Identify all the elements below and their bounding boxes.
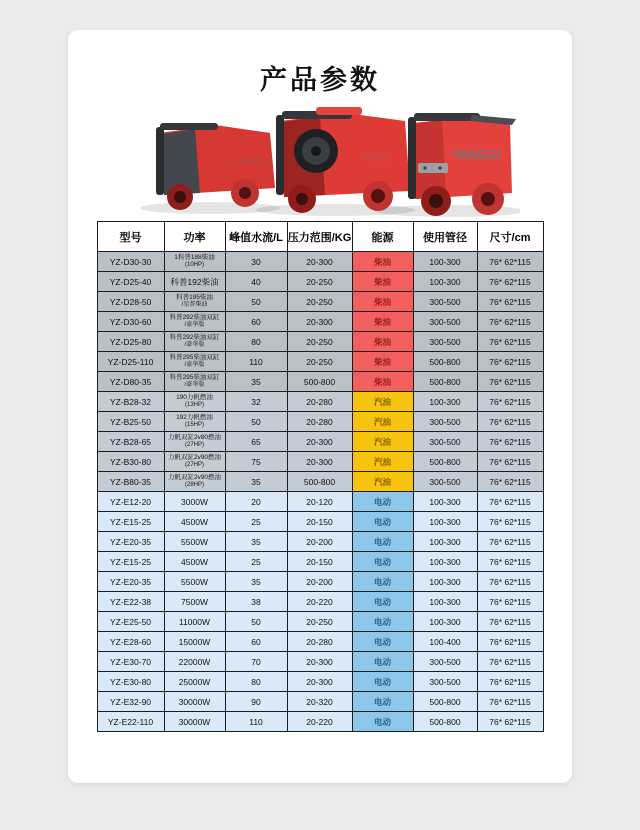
cell-power: 力帆双缸2v90燃油 (28HP)	[164, 472, 225, 492]
cell-energy: 电动	[352, 552, 413, 572]
table-row	[97, 472, 543, 492]
cell-flow: 25	[225, 512, 287, 532]
cell-model: YZ-B80-35	[97, 472, 164, 492]
cell-pipe: 100-300	[413, 552, 477, 572]
cell-energy: 电动	[352, 572, 413, 592]
cell-size: 76* 62*115	[477, 472, 543, 492]
cell-model: YZ-E15-25	[97, 552, 164, 572]
cell-pipe: 500-800	[413, 712, 477, 732]
cell-flow: 75	[225, 452, 287, 472]
table-row	[97, 492, 543, 512]
cell-power: 科普192柴油	[164, 272, 225, 292]
cell-flow: 50	[225, 292, 287, 312]
cell-pipe: 300-500	[413, 292, 477, 312]
cell-power: 科普195柴油 /星普柴油	[164, 292, 225, 312]
cell-size: 76* 62*115	[477, 492, 543, 512]
cell-pipe: 500-800	[413, 352, 477, 372]
cell-flow: 35	[225, 572, 287, 592]
cell-model: YZ-E30-70	[97, 652, 164, 672]
table-row	[97, 252, 543, 272]
cell-pipe: 100-300	[413, 492, 477, 512]
cell-power: 科普295柴油双缸 /豪华版	[164, 372, 225, 392]
cell-flow: 32	[225, 392, 287, 412]
table-row	[97, 272, 543, 292]
product-image	[68, 99, 572, 217]
cell-size: 76* 62*115	[477, 532, 543, 552]
cell-pipe: 300-500	[413, 652, 477, 672]
table-row	[97, 592, 543, 612]
cell-power: 11000W	[164, 612, 225, 632]
cell-pipe: 100-300	[413, 612, 477, 632]
cell-pipe: 500-800	[413, 372, 477, 392]
cell-power: 科普295柴油双缸 /豪华版	[164, 352, 225, 372]
cell-pipe: 100-300	[413, 252, 477, 272]
cell-flow: 80	[225, 672, 287, 692]
cell-pressure: 20-250	[287, 292, 352, 312]
table-row	[97, 452, 543, 472]
cell-power: 科普292柴油双缸 /豪华版	[164, 312, 225, 332]
cell-energy: 柴油	[352, 272, 413, 292]
cell-size: 76* 62*115	[477, 332, 543, 352]
machine-right	[408, 113, 516, 216]
cell-model: YZ-D25-40	[97, 272, 164, 292]
pressure-washer-illustration	[120, 103, 520, 217]
cell-size: 76* 62*115	[477, 512, 543, 532]
cell-energy: 汽油	[352, 472, 413, 492]
cell-pipe: 100-300	[413, 532, 477, 552]
cell-size: 76* 62*115	[477, 392, 543, 412]
cell-pipe: 100-300	[413, 572, 477, 592]
cell-size: 76* 62*115	[477, 692, 543, 712]
cell-size: 76* 62*115	[477, 272, 543, 292]
cell-pressure: 20-300	[287, 432, 352, 452]
cell-pressure: 20-220	[287, 592, 352, 612]
table-row	[97, 332, 543, 352]
cell-pressure: 20-300	[287, 252, 352, 272]
cell-model: YZ-E32-90	[97, 692, 164, 712]
cell-size: 76* 62*115	[477, 672, 543, 692]
cell-pressure: 20-220	[287, 712, 352, 732]
cell-power: 7500W	[164, 592, 225, 612]
col-header-energy: 能源	[352, 222, 413, 252]
cell-pipe: 300-500	[413, 432, 477, 452]
cell-energy: 汽油	[352, 392, 413, 412]
cell-pressure: 20-250	[287, 352, 352, 372]
cell-pressure: 500-800	[287, 472, 352, 492]
cell-energy: 电动	[352, 672, 413, 692]
cell-pressure: 20-250	[287, 272, 352, 292]
cell-pressure: 20-300	[287, 672, 352, 692]
table-header-row	[97, 222, 543, 252]
cell-pressure: 20-280	[287, 632, 352, 652]
cell-size: 76* 62*115	[477, 612, 543, 632]
table-row	[97, 672, 543, 692]
cell-flow: 110	[225, 352, 287, 372]
table-row	[97, 372, 543, 392]
machine-middle	[276, 107, 410, 213]
cell-size: 76* 62*115	[477, 452, 543, 472]
cell-energy: 电动	[352, 612, 413, 632]
cell-size: 76* 62*115	[477, 352, 543, 372]
cell-size: 76* 62*115	[477, 552, 543, 572]
table-row	[97, 512, 543, 532]
cell-model: YZ-E20-35	[97, 532, 164, 552]
cell-model: YZ-E22-38	[97, 592, 164, 612]
cell-flow: 35	[225, 372, 287, 392]
cell-power: 1科普188柴油 (10HP)	[164, 252, 225, 272]
cell-model: YZ-E20-35	[97, 572, 164, 592]
col-header-pressure: 压力范围/KG	[287, 222, 352, 252]
cell-size: 76* 62*115	[477, 252, 543, 272]
cell-power: 15000W	[164, 632, 225, 652]
cell-model: YZ-E25-50	[97, 612, 164, 632]
cell-pipe: 300-500	[413, 312, 477, 332]
cell-energy: 电动	[352, 532, 413, 552]
product-spec-table	[97, 221, 544, 732]
cell-flow: 50	[225, 612, 287, 632]
cell-model: YZ-B30-80	[97, 452, 164, 472]
table-row	[97, 552, 543, 572]
table-row	[97, 652, 543, 672]
table-row	[97, 712, 543, 732]
cell-pipe: 300-500	[413, 412, 477, 432]
table-row	[97, 632, 543, 652]
cell-energy: 电动	[352, 692, 413, 712]
product-spec-card	[68, 30, 572, 783]
page-title: 产品参数	[260, 65, 380, 95]
cell-pressure: 20-250	[287, 612, 352, 632]
cell-flow: 50	[225, 412, 287, 432]
cell-energy: 电动	[352, 652, 413, 672]
cell-pressure: 20-120	[287, 492, 352, 512]
cell-energy: 电动	[352, 712, 413, 732]
cell-size: 76* 62*115	[477, 292, 543, 312]
cell-power: 30000W	[164, 712, 225, 732]
cell-flow: 20	[225, 492, 287, 512]
col-header-model: 型号	[97, 222, 164, 252]
cell-model: YZ-E12-20	[97, 492, 164, 512]
table-row	[97, 352, 543, 372]
cell-model: YZ-D30-60	[97, 312, 164, 332]
cell-energy: 柴油	[352, 332, 413, 352]
cell-power: 4500W	[164, 512, 225, 532]
cell-size: 76* 62*115	[477, 572, 543, 592]
cell-power: 22000W	[164, 652, 225, 672]
cell-size: 76* 62*115	[477, 312, 543, 332]
cell-energy: 柴油	[352, 352, 413, 372]
cell-size: 76* 62*115	[477, 632, 543, 652]
cell-model: YZ-E28-60	[97, 632, 164, 652]
cell-pipe: 300-500	[413, 472, 477, 492]
cell-pressure: 20-150	[287, 552, 352, 572]
cell-model: YZ-D25-110	[97, 352, 164, 372]
svg-text:YANGZI: YANGZI	[452, 147, 500, 162]
cell-power: 190力帆燃油 (13HP)	[164, 392, 225, 412]
cell-energy: 柴油	[352, 312, 413, 332]
cell-model: YZ-B28-65	[97, 432, 164, 452]
cell-energy: 电动	[352, 512, 413, 532]
col-header-size: 尺寸/cm	[477, 222, 543, 252]
cell-pressure: 20-300	[287, 452, 352, 472]
cell-pipe: 300-500	[413, 672, 477, 692]
cell-flow: 60	[225, 632, 287, 652]
cell-flow: 90	[225, 692, 287, 712]
cell-flow: 38	[225, 592, 287, 612]
machine-left	[156, 123, 275, 210]
cell-flow: 35	[225, 472, 287, 492]
svg-text:YANGZI: YANGZI	[232, 156, 273, 168]
cell-size: 76* 62*115	[477, 412, 543, 432]
cell-pipe: 100-300	[413, 272, 477, 292]
cell-flow: 40	[225, 272, 287, 292]
cell-size: 76* 62*115	[477, 432, 543, 452]
cell-power: 力帆双缸2v90燃油 (27HP)	[164, 452, 225, 472]
cell-size: 76* 62*115	[477, 712, 543, 732]
cell-model: YZ-E22-110	[97, 712, 164, 732]
cell-pipe: 100-400	[413, 632, 477, 652]
cell-power: 5500W	[164, 572, 225, 592]
cell-energy: 电动	[352, 632, 413, 652]
cell-energy: 汽油	[352, 452, 413, 472]
cell-pressure: 20-300	[287, 312, 352, 332]
table-body	[97, 252, 543, 732]
cell-power: 科普292柴油双缸 /豪华版	[164, 332, 225, 352]
cell-pressure: 20-300	[287, 652, 352, 672]
table-row	[97, 412, 543, 432]
cell-power: 25000W	[164, 672, 225, 692]
cell-pipe: 100-300	[413, 592, 477, 612]
cell-model: YZ-E15-25	[97, 512, 164, 532]
cell-power: 5500W	[164, 532, 225, 552]
table-row	[97, 532, 543, 552]
cell-flow: 25	[225, 552, 287, 572]
cell-model: YZ-D30-30	[97, 252, 164, 272]
col-header-power: 功率	[164, 222, 225, 252]
table-row	[97, 312, 543, 332]
cell-energy: 柴油	[352, 292, 413, 312]
col-header-flow: 峰值水流/L	[225, 222, 287, 252]
table-row	[97, 612, 543, 632]
cell-model: YZ-D25-80	[97, 332, 164, 352]
svg-text:YAN: YAN	[362, 150, 387, 164]
cell-model: YZ-B25-50	[97, 412, 164, 432]
cell-pressure: 20-320	[287, 692, 352, 712]
cell-energy: 柴油	[352, 372, 413, 392]
table-row	[97, 292, 543, 312]
cell-energy: 电动	[352, 492, 413, 512]
cell-model: YZ-E30-80	[97, 672, 164, 692]
cell-flow: 110	[225, 712, 287, 732]
cell-pressure: 20-200	[287, 532, 352, 552]
cell-flow: 60	[225, 312, 287, 332]
cell-flow: 30	[225, 252, 287, 272]
cell-model: YZ-D80-35	[97, 372, 164, 392]
cell-flow: 70	[225, 652, 287, 672]
cell-power: 192力帆燃油 (15HP)	[164, 412, 225, 432]
cell-flow: 65	[225, 432, 287, 452]
cell-pressure: 20-280	[287, 412, 352, 432]
cell-pressure: 20-150	[287, 512, 352, 532]
cell-pipe: 300-500	[413, 332, 477, 352]
cell-pressure: 20-250	[287, 332, 352, 352]
cell-pipe: 100-300	[413, 392, 477, 412]
cell-flow: 80	[225, 332, 287, 352]
cell-model: YZ-D28-50	[97, 292, 164, 312]
cell-size: 76* 62*115	[477, 592, 543, 612]
cell-power: 30000W	[164, 692, 225, 712]
cell-model: YZ-B28-32	[97, 392, 164, 412]
table-row	[97, 432, 543, 452]
cell-energy: 柴油	[352, 252, 413, 272]
cell-pipe: 500-800	[413, 452, 477, 472]
cell-pressure: 20-200	[287, 572, 352, 592]
cell-energy: 汽油	[352, 432, 413, 452]
cell-power: 4500W	[164, 552, 225, 572]
table-row	[97, 572, 543, 592]
cell-energy: 电动	[352, 592, 413, 612]
cell-pipe: 100-300	[413, 512, 477, 532]
cell-size: 76* 62*115	[477, 652, 543, 672]
cell-power: 力帆双缸2v80燃油 (27HP)	[164, 432, 225, 452]
cell-energy: 汽油	[352, 412, 413, 432]
cell-size: 76* 62*115	[477, 372, 543, 392]
cell-power: 3000W	[164, 492, 225, 512]
cell-flow: 35	[225, 532, 287, 552]
table-row	[97, 692, 543, 712]
cell-pressure: 20-280	[287, 392, 352, 412]
col-header-pipe: 使用管径	[413, 222, 477, 252]
cell-pressure: 500-800	[287, 372, 352, 392]
cell-pipe: 500-800	[413, 692, 477, 712]
table-row	[97, 392, 543, 412]
